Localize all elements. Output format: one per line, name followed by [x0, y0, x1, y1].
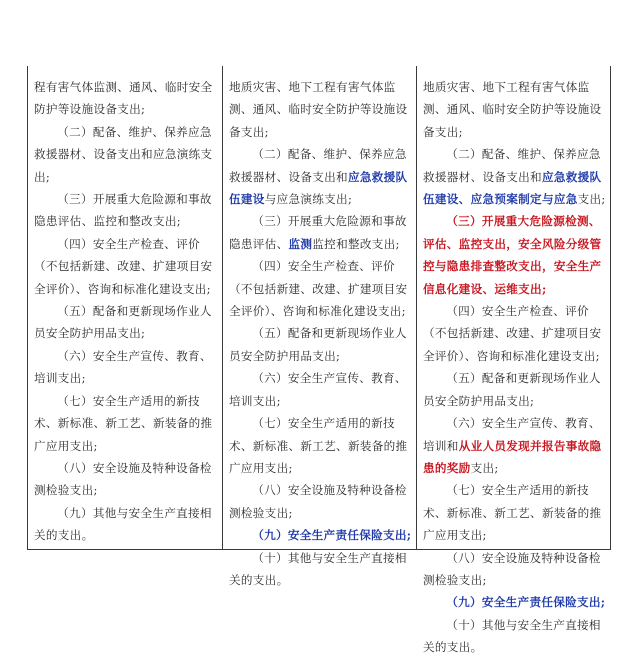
paragraph-text: 支出;: [470, 460, 499, 475]
table-paragraph: [229, 479, 412, 524]
table-paragraph: [34, 390, 218, 457]
paragraph-text: （五）配备和更新现场作业人员安全防护用品支出;: [34, 304, 212, 341]
table-column-revised: [416, 66, 612, 655]
table-paragraph: [34, 345, 218, 390]
highlighted-text: （九）安全生产责任保险支出;: [252, 528, 412, 543]
paragraph-text: （四）安全生产检查、评价（不包括新建、改建、扩建项目安全评价）、咨询和标准化建设支出;: [34, 236, 213, 296]
table-paragraph: [423, 210, 608, 300]
paragraph-text: （五）配备和更新现场作业人员安全防护用品支出;: [229, 326, 407, 363]
table-paragraph: [423, 479, 608, 546]
table-paragraph: [423, 76, 608, 143]
paragraph-text: （六）安全生产宣传、教育、培训和: [423, 416, 601, 453]
table-paragraph: [34, 76, 218, 121]
table-paragraph: [34, 457, 218, 502]
paragraph-text: （七）安全生产适用的新技术、新标准、新工艺、新装备的推广应用支出;: [34, 393, 213, 453]
paragraph-text: （四）安全生产检查、评价（不包括新建、改建、扩建项目安全评价）、咨询和标准化建设支出;: [229, 259, 408, 319]
highlighted-text: （三）开展重大危险源检测、评估、监控支出，安全风险分级管控与隐患排查整改支出，安全生产信息化建设、运维支出;: [423, 214, 602, 296]
table-paragraph: [423, 300, 608, 367]
table-paragraph: [423, 367, 608, 412]
paragraph-text: （七）安全生产适用的新技术、新标准、新工艺、新装备的推广应用支出;: [423, 483, 602, 543]
table-paragraph: [229, 412, 412, 479]
table-column-draft: [222, 66, 416, 587]
table-paragraph: [229, 367, 412, 412]
table-paragraph: [229, 76, 412, 143]
comparison-table: [27, 66, 611, 655]
table-paragraph: [229, 143, 412, 210]
table-paragraph: [423, 547, 608, 592]
paragraph-text: （八）安全设施及特种设备检测检验支出;: [423, 550, 601, 587]
paragraph-text: （四）安全生产检查、评价（不包括新建、改建、扩建项目安全评价）、咨询和标准化建设支出;: [423, 304, 602, 363]
paragraph-text: （二）配备、维护、保养应急救援器材、设备支出和应急演练支出;: [34, 124, 213, 184]
highlighted-text: 从业人员发现并报告事故隐患的奖励: [423, 438, 602, 475]
paragraph-text: （八）安全设施及特种设备检测检验支出;: [229, 483, 407, 520]
table-paragraph: [229, 255, 412, 322]
paragraph-text: （十）其他与安全生产直接相关的支出。: [423, 617, 601, 655]
paragraph-text: （十）其他与安全生产直接相关的支出。: [229, 550, 407, 587]
table-paragraph: [229, 322, 412, 367]
paragraph-text: （九）其他与安全生产直接相关的支出。: [34, 505, 212, 543]
table-paragraph: [423, 614, 608, 659]
paragraph-text: （六）安全生产宣传、教育、培训支出;: [34, 348, 212, 386]
table-paragraph: [34, 502, 218, 547]
paragraph-text: （七）安全生产适用的新技术、新标准、新工艺、新装备的推广应用支出;: [229, 416, 408, 475]
paragraph-text: （三）开展重大危险源和事故隐患评估、监控和整改支出;: [34, 192, 212, 229]
paragraph-text: 程有害气体监测、通风、临时安全防护等设施设备支出;: [34, 80, 213, 117]
table-paragraph: [229, 524, 412, 546]
table-paragraph: [34, 300, 218, 345]
paragraph-text: （二）配备、维护、保养应急救援器材、设备支出和: [423, 147, 601, 184]
paragraph-text: （二）配备、维护、保养应急救援器材、设备支出和: [229, 147, 407, 184]
table-paragraph: [229, 547, 412, 592]
table-paragraph: [423, 143, 608, 210]
paragraph-text: （六）安全生产宣传、教育、培训支出;: [229, 371, 407, 408]
table-paragraph: [229, 210, 412, 255]
highlighted-text: 应急救援队伍建设、应急预案制定与应急: [423, 169, 602, 207]
paragraph-text: 与应急演练支出;: [264, 192, 353, 207]
table-paragraph: [423, 412, 608, 479]
table-paragraph: [34, 188, 218, 233]
highlighted-text: （九）安全生产责任保险支出;: [446, 595, 606, 610]
paragraph-text: （八）安全设施及特种设备检测检验支出;: [34, 460, 212, 498]
highlighted-text: 监测: [288, 236, 313, 251]
table-paragraph: [423, 591, 608, 613]
paragraph-text: （三）开展重大危险源和事故隐患评估、: [229, 214, 407, 251]
paragraph-text: （五）配备和更新现场作业人员安全防护用品支出;: [423, 371, 601, 408]
highlighted-text: 应急救援队伍建设: [229, 169, 408, 207]
table-column-original: [28, 66, 222, 549]
table-paragraph: [34, 121, 218, 188]
paragraph-text: 地质灾害、地下工程有害气体监测、通风、临时安全防护等设施设备支出;: [423, 80, 602, 139]
paragraph-text: 地质灾害、地下工程有害气体监测、通风、临时安全防护等设施设备支出;: [229, 80, 408, 139]
paragraph-text: 支出;: [577, 192, 606, 207]
paragraph-text: 监控和整改支出;: [312, 236, 400, 251]
table-paragraph: [34, 233, 218, 300]
